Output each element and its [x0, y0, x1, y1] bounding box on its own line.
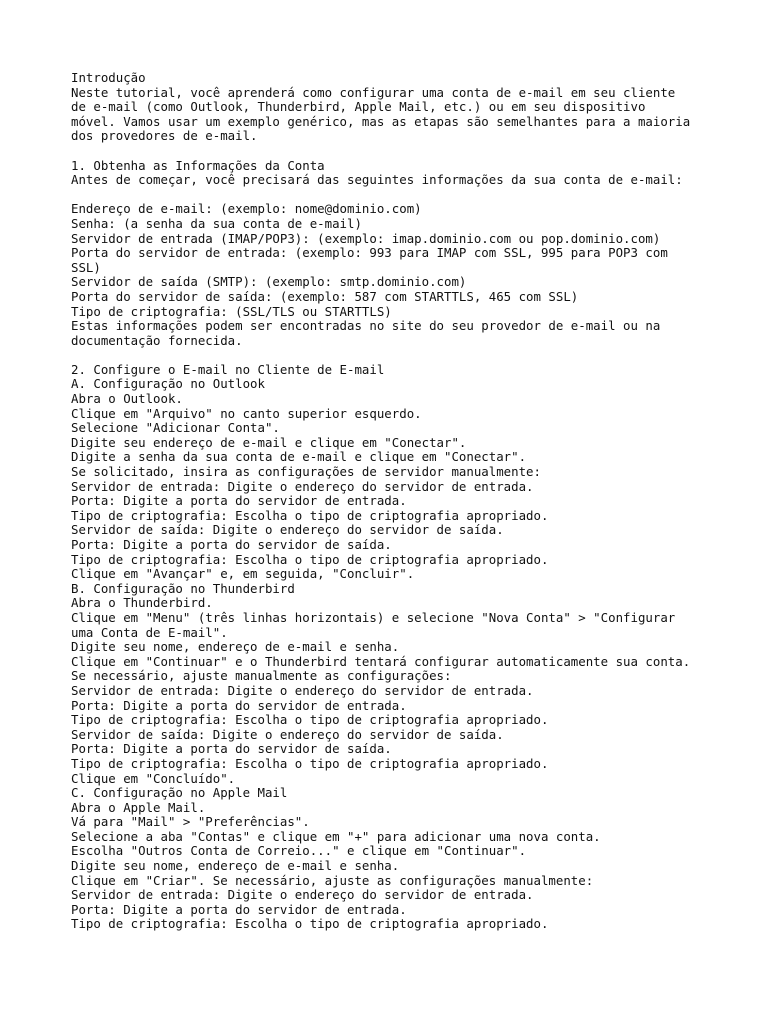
- text-line: Servidor de entrada: Digite o endereço do servidor de entrada.: [71, 682, 534, 698]
- text-line: Abra o Apple Mail.: [71, 799, 206, 815]
- text-line: Tipo de criptografia: (SSL/TLS ou STARTTLS): [71, 303, 392, 319]
- text-line: Endereço de e-mail: (exemplo: nome@dominio.com): [71, 201, 422, 217]
- text-line: Digite seu endereço de e-mail e clique em "Conectar".: [71, 434, 467, 450]
- text-line: uma Conta de E-mail".: [71, 624, 228, 640]
- text-line: Porta: Digite a porta do servidor de entrada.: [71, 493, 407, 509]
- text-line: Porta: Digite a porta do servidor de entrada.: [71, 901, 407, 917]
- text-line: B. Configuração no Thunderbird: [71, 580, 295, 596]
- text-line: móvel. Vamos usar um exemplo genérico, mas as etapas são semelhantes para a maioria: [71, 113, 691, 129]
- text-line: A. Configuração no Outlook: [71, 376, 265, 392]
- text-line: Digite a senha da sua conta de e-mail e clique em "Conectar".: [71, 449, 527, 465]
- text-line: Tipo de criptografia: Escolha o tipo de criptografia apropriado.: [71, 507, 549, 523]
- text-line: Digite seu nome, endereço de e-mail e senha.: [71, 639, 400, 655]
- text-line: documentação fornecida.: [71, 332, 243, 348]
- text-line: Selecione a aba "Contas" e clique em "+" para adicionar uma nova conta.: [71, 828, 601, 844]
- blank-line: [71, 188, 711, 203]
- text-line: Selecione "Adicionar Conta".: [71, 420, 280, 436]
- text-line: Tipo de criptografia: Escolha o tipo de criptografia apropriado.: [71, 712, 549, 728]
- text-line: Tipo de criptografia: Escolha o tipo de criptografia apropriado.: [71, 916, 549, 932]
- text-line: SSL): [71, 259, 101, 275]
- text-line: Introdução: [71, 70, 146, 85]
- text-line: Servidor de entrada: Digite o endereço do servidor de entrada.: [71, 887, 534, 903]
- text-line: Porta: Digite a porta do servidor de saída.: [71, 741, 392, 757]
- text-line: Servidor de entrada: Digite o endereço do servidor de entrada.: [71, 478, 534, 494]
- document-page: [71, 71, 711, 932]
- text-line: Vá para "Mail" > "Preferências".: [71, 814, 310, 830]
- text-line: dos provedores de e-mail.: [71, 128, 258, 144]
- text-line: Clique em "Avançar" e, em seguida, "Concluir".: [71, 566, 415, 582]
- text-line: Clique em "Concluído".: [71, 770, 236, 786]
- blank-line: [71, 144, 711, 159]
- text-line: C. Configuração no Apple Mail: [71, 785, 288, 801]
- text-line: Tipo de criptografia: Escolha o tipo de criptografia apropriado.: [71, 755, 549, 771]
- text-line: 2. Configure o E-mail no Cliente de E-mail: [71, 361, 385, 377]
- text-line: Escolha "Outros Conta de Correio..." e clique em "Continuar".: [71, 843, 527, 859]
- text-line: Senha: (a senha da sua conta de e-mail): [71, 215, 362, 231]
- text-line: Neste tutorial, você aprenderá como configurar uma conta de e-mail em seu cliente: [71, 84, 676, 100]
- blank-line: [71, 348, 711, 363]
- text-line: Porta: Digite a porta do servidor de saída.: [71, 537, 392, 552]
- text-line: Tipo de criptografia: Escolha o tipo de criptografia apropriado.: [71, 551, 549, 567]
- text-line: Porta do servidor de entrada: (exemplo: 993 para IMAP com SSL, 995 para POP3 com: [71, 245, 668, 261]
- text-line: Digite seu nome, endereço de e-mail e senha.: [71, 858, 400, 874]
- text-line: Antes de começar, você precisará das seguintes informações da sua conta de e-mail:: [71, 172, 683, 188]
- text-line: Estas informações podem ser encontradas no site do seu provedor de e-mail ou na: [71, 318, 661, 334]
- text-line: Clique em "Continuar" e o Thunderbird tentará configurar automaticamente sua conta.: [71, 653, 691, 669]
- text-line: Se necessário, ajuste manualmente as configurações:: [71, 668, 452, 684]
- text-line: Se solicitado, insira as configurações de servidor manualmente:: [71, 464, 541, 480]
- text-line: Servidor de saída: Digite o endereço do servidor de saída.: [71, 726, 504, 742]
- text-line: Clique em "Criar". Se necessário, ajuste as configurações manualmente:: [71, 872, 594, 888]
- text-line: Porta: Digite a porta do servidor de entrada.: [71, 697, 407, 713]
- text-line: Clique em "Menu" (três linhas horizontais) e selecione "Nova Conta" > "Configurar: [71, 609, 676, 625]
- text-line: 1. Obtenha as Informações da Conta: [71, 157, 325, 173]
- text-line: Servidor de saída: Digite o endereço do servidor de saída.: [71, 522, 504, 538]
- text-line: Servidor de saída (SMTP): (exemplo: smtp.dominio.com): [71, 274, 467, 290]
- text-line: Porta do servidor de saída: (exemplo: 587 com STARTTLS, 465 com SSL): [71, 288, 579, 304]
- text-line: de e-mail (como Outlook, Thunderbird, Apple Mail, etc.) ou em seu dispositivo: [71, 99, 646, 115]
- text-line: Servidor de entrada (IMAP/POP3): (exemplo: imap.dominio.com ou pop.dominio.com): [71, 230, 661, 246]
- text-line: Abra o Outlook.: [71, 391, 183, 407]
- text-line: Abra o Thunderbird.: [71, 595, 213, 611]
- text-line: Clique em "Arquivo" no canto superior esquerdo.: [71, 405, 422, 421]
